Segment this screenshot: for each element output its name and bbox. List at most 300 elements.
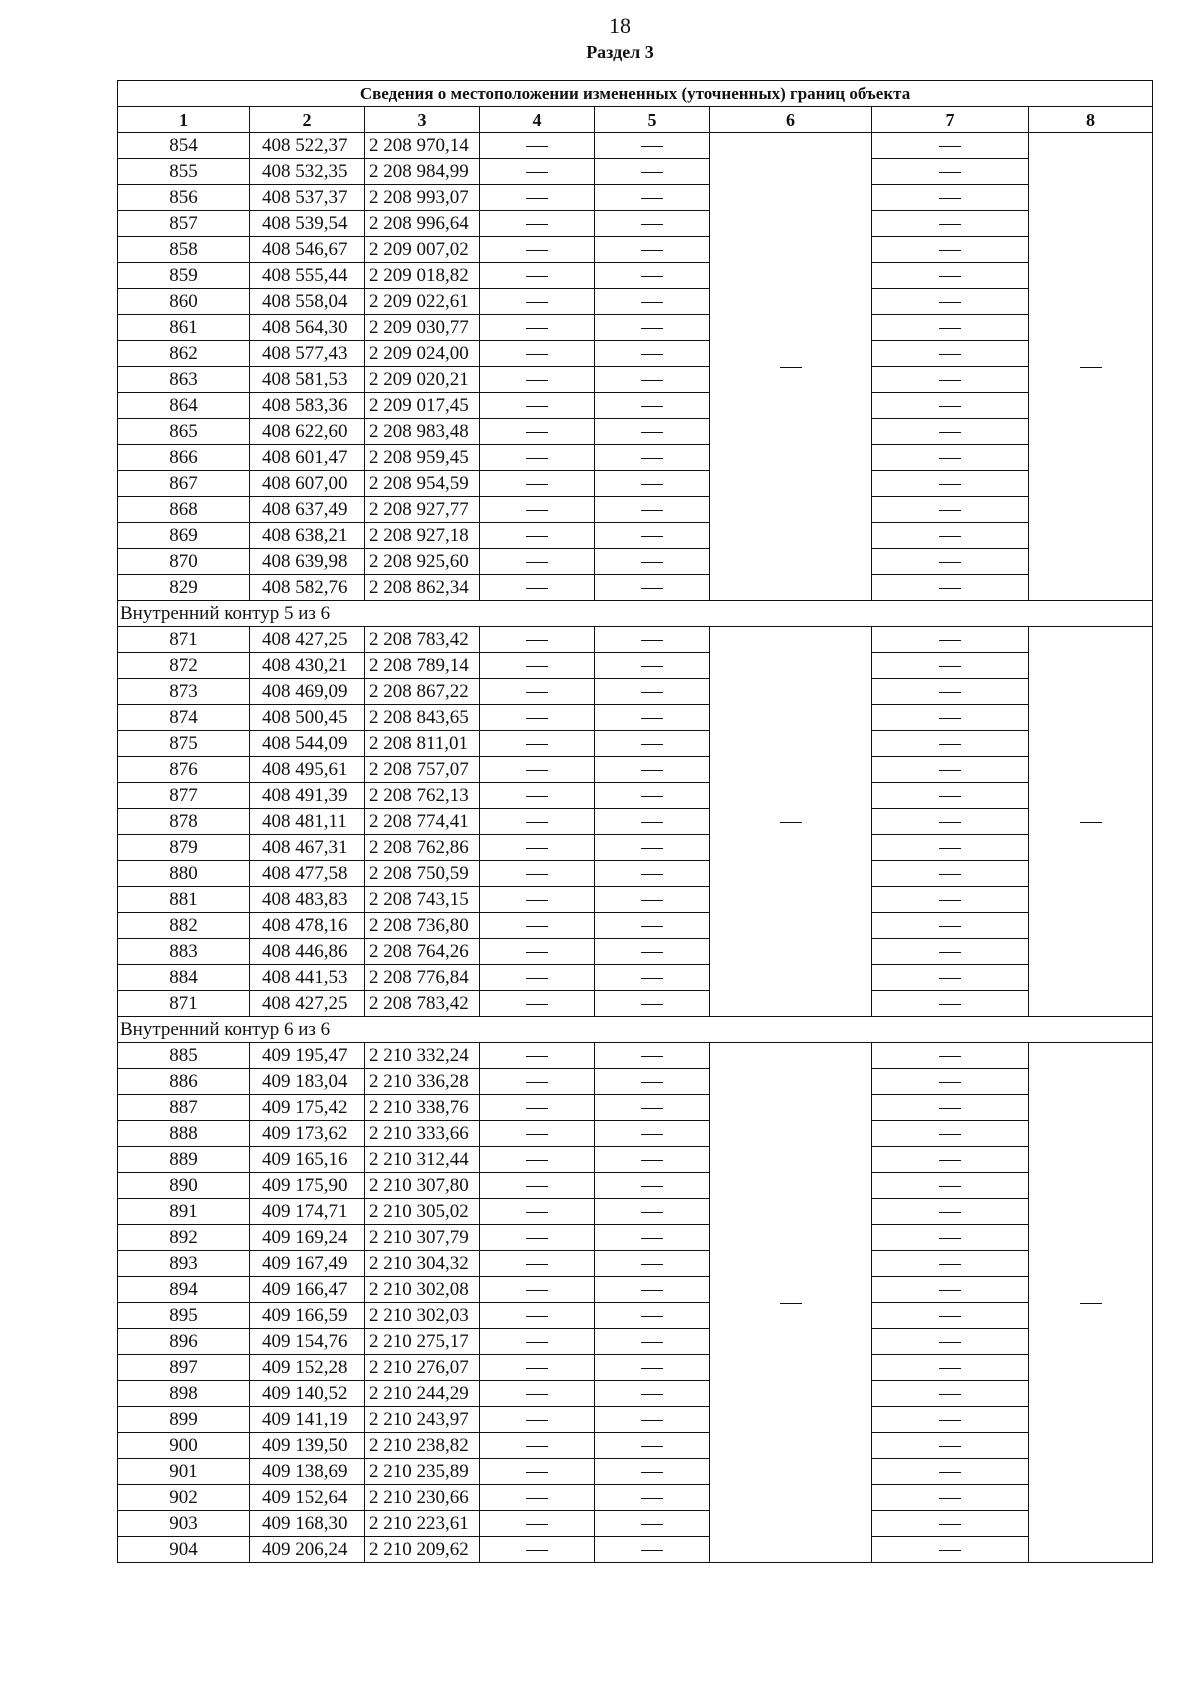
col5-dash-cell [595, 939, 710, 965]
col5-dash-cell [595, 653, 710, 679]
col4-dash-cell [480, 783, 595, 809]
dash-mark [1080, 367, 1102, 369]
point-number-cell: 868 [118, 497, 250, 523]
col5-dash-cell [595, 1251, 710, 1277]
x-coordinate-cell: 408 537,37 [250, 185, 365, 211]
point-number-cell: 903 [118, 1511, 250, 1537]
point-number-cell: 899 [118, 1407, 250, 1433]
dash-mark [939, 666, 961, 668]
dash-mark [641, 744, 663, 746]
y-coordinate-cell: 2 208 970,14 [365, 133, 480, 159]
dash-mark [939, 718, 961, 720]
point-number-cell: 880 [118, 861, 250, 887]
col4-dash-cell [480, 1277, 595, 1303]
dash-mark [641, 1082, 663, 1084]
x-coordinate-cell: 409 206,24 [250, 1537, 365, 1563]
col5-dash-cell [595, 185, 710, 211]
y-coordinate-cell: 2 208 776,84 [365, 965, 480, 991]
dash-mark [526, 1264, 548, 1266]
col4-dash-cell [480, 861, 595, 887]
x-coordinate-cell: 408 639,98 [250, 549, 365, 575]
col7-dash-cell [872, 1407, 1029, 1433]
y-coordinate-cell: 2 208 867,22 [365, 679, 480, 705]
col5-dash-cell [595, 1173, 710, 1199]
x-coordinate-cell: 408 558,04 [250, 289, 365, 315]
x-coordinate-cell: 408 430,21 [250, 653, 365, 679]
dash-mark [526, 536, 548, 538]
col5-dash-cell [595, 523, 710, 549]
dash-mark [526, 1394, 548, 1396]
x-coordinate-cell: 408 469,09 [250, 679, 365, 705]
col5-dash-cell [595, 1303, 710, 1329]
y-coordinate-cell: 2 208 993,07 [365, 185, 480, 211]
x-coordinate-cell: 408 522,37 [250, 133, 365, 159]
table-row [118, 1069, 1153, 1095]
x-coordinate-cell: 408 638,21 [250, 523, 365, 549]
dash-mark [641, 1446, 663, 1448]
col4-dash-cell [480, 679, 595, 705]
dash-mark [939, 380, 961, 382]
col5-dash-cell [595, 757, 710, 783]
dash-mark [641, 588, 663, 590]
col4-dash-cell [480, 445, 595, 471]
y-coordinate-cell: 2 208 736,80 [365, 913, 480, 939]
col7-dash-cell [872, 1303, 1029, 1329]
y-coordinate-cell: 2 210 275,17 [365, 1329, 480, 1355]
col4-dash-cell [480, 939, 595, 965]
col5-dash-cell [595, 783, 710, 809]
col5-dash-cell [595, 627, 710, 653]
x-coordinate-cell: 408 427,25 [250, 627, 365, 653]
table-row [118, 861, 1153, 887]
dash-mark [526, 276, 548, 278]
dash-mark [641, 796, 663, 798]
col7-dash-cell [872, 1069, 1029, 1095]
dash-mark [939, 510, 961, 512]
table-row [118, 367, 1153, 393]
table-row [118, 939, 1153, 965]
dash-mark [641, 354, 663, 356]
dash-mark [641, 406, 663, 408]
col7-dash-cell [872, 1329, 1029, 1355]
table-row [118, 965, 1153, 991]
col7-dash-cell [872, 159, 1029, 185]
col7-dash-cell [872, 497, 1029, 523]
point-number-cell: 884 [118, 965, 250, 991]
y-coordinate-cell: 2 209 030,77 [365, 315, 480, 341]
table-row [118, 1485, 1153, 1511]
col4-dash-cell [480, 1485, 595, 1511]
col6-merged-dash-cell [710, 133, 872, 601]
dash-mark [641, 952, 663, 954]
col4-dash-cell [480, 1355, 595, 1381]
dash-mark [526, 354, 548, 356]
y-coordinate-cell: 2 208 789,14 [365, 653, 480, 679]
col7-dash-cell [872, 393, 1029, 419]
point-number-cell: 867 [118, 471, 250, 497]
col5-dash-cell [595, 315, 710, 341]
dash-mark [526, 1108, 548, 1110]
col5-dash-cell [595, 133, 710, 159]
point-number-cell: 865 [118, 419, 250, 445]
col4-dash-cell [480, 133, 595, 159]
table-row [118, 783, 1153, 809]
col7-dash-cell [872, 367, 1029, 393]
column-number-7: 7 [872, 107, 1029, 133]
table-row [118, 705, 1153, 731]
x-coordinate-cell: 408 555,44 [250, 263, 365, 289]
y-coordinate-cell: 2 210 304,32 [365, 1251, 480, 1277]
y-coordinate-cell: 2 210 243,97 [365, 1407, 480, 1433]
col4-dash-cell [480, 575, 595, 601]
x-coordinate-cell: 409 154,76 [250, 1329, 365, 1355]
col5-dash-cell [595, 289, 710, 315]
point-number-cell: 901 [118, 1459, 250, 1485]
col4-dash-cell [480, 159, 595, 185]
col7-dash-cell [872, 133, 1029, 159]
dash-mark [641, 1108, 663, 1110]
col7-dash-cell [872, 1225, 1029, 1251]
col5-dash-cell [595, 1355, 710, 1381]
dash-mark [641, 1186, 663, 1188]
boundary-coordinates-table [117, 80, 1153, 1563]
dash-mark [526, 1368, 548, 1370]
y-coordinate-cell: 2 208 811,01 [365, 731, 480, 757]
table-row [118, 263, 1153, 289]
col7-dash-cell [872, 523, 1029, 549]
col5-dash-cell [595, 887, 710, 913]
dash-mark [939, 302, 961, 304]
y-coordinate-cell: 2 208 927,18 [365, 523, 480, 549]
x-coordinate-cell: 408 539,54 [250, 211, 365, 237]
col7-dash-cell [872, 809, 1029, 835]
dash-mark [641, 198, 663, 200]
dash-mark [526, 1342, 548, 1344]
col7-dash-cell [872, 679, 1029, 705]
x-coordinate-cell: 408 622,60 [250, 419, 365, 445]
col7-dash-cell [872, 1433, 1029, 1459]
dash-mark [641, 1290, 663, 1292]
dash-mark [526, 1524, 548, 1526]
col7-dash-cell [872, 965, 1029, 991]
dash-mark [939, 1004, 961, 1006]
dash-mark [526, 1238, 548, 1240]
col4-dash-cell [480, 523, 595, 549]
col5-dash-cell [595, 1147, 710, 1173]
dash-mark [526, 458, 548, 460]
col5-dash-cell [595, 237, 710, 263]
table-row [118, 1199, 1153, 1225]
dash-mark [641, 1264, 663, 1266]
y-coordinate-cell: 2 208 984,99 [365, 159, 480, 185]
dash-mark [939, 952, 961, 954]
point-number-cell: 857 [118, 211, 250, 237]
x-coordinate-cell: 409 167,49 [250, 1251, 365, 1277]
y-coordinate-cell: 2 208 954,59 [365, 471, 480, 497]
table-row [118, 809, 1153, 835]
x-coordinate-cell: 408 532,35 [250, 159, 365, 185]
col7-dash-cell [872, 887, 1029, 913]
table-row [118, 1407, 1153, 1433]
y-coordinate-cell: 2 209 020,21 [365, 367, 480, 393]
col6-merged-dash-cell [710, 627, 872, 1017]
point-number-cell: 859 [118, 263, 250, 289]
point-number-cell: 869 [118, 523, 250, 549]
column-number-4: 4 [480, 107, 595, 133]
dash-mark [939, 1446, 961, 1448]
dash-mark [939, 1108, 961, 1110]
column-number-8: 8 [1029, 107, 1153, 133]
col7-dash-cell [872, 549, 1029, 575]
col5-dash-cell [595, 1277, 710, 1303]
point-number-cell: 897 [118, 1355, 250, 1381]
table-row [118, 1173, 1153, 1199]
dash-mark [641, 848, 663, 850]
dash-mark [526, 640, 548, 642]
dash-mark [939, 692, 961, 694]
x-coordinate-cell: 408 481,11 [250, 809, 365, 835]
col5-dash-cell [595, 913, 710, 939]
dash-mark [939, 1498, 961, 1500]
col5-dash-cell [595, 1225, 710, 1251]
dash-mark [526, 1004, 548, 1006]
table-row [118, 1121, 1153, 1147]
col4-dash-cell [480, 471, 595, 497]
dash-mark [526, 224, 548, 226]
x-coordinate-cell: 408 446,86 [250, 939, 365, 965]
col4-dash-cell [480, 367, 595, 393]
col4-dash-cell [480, 1199, 595, 1225]
dash-mark [526, 666, 548, 668]
x-coordinate-cell: 408 483,83 [250, 887, 365, 913]
table-row [118, 887, 1153, 913]
y-coordinate-cell: 2 208 925,60 [365, 549, 480, 575]
dash-mark [526, 406, 548, 408]
col4-dash-cell [480, 991, 595, 1017]
col7-dash-cell [872, 289, 1029, 315]
y-coordinate-cell: 2 208 762,86 [365, 835, 480, 861]
col7-dash-cell [872, 1459, 1029, 1485]
col7-dash-cell [872, 1095, 1029, 1121]
y-coordinate-cell: 2 210 302,03 [365, 1303, 480, 1329]
table-row [118, 1225, 1153, 1251]
col4-dash-cell [480, 289, 595, 315]
col5-dash-cell [595, 341, 710, 367]
y-coordinate-cell: 2 208 757,07 [365, 757, 480, 783]
y-coordinate-cell: 2 210 307,79 [365, 1225, 480, 1251]
point-number-cell: 874 [118, 705, 250, 731]
point-number-cell: 896 [118, 1329, 250, 1355]
dash-mark [526, 952, 548, 954]
dash-mark [939, 1550, 961, 1552]
y-coordinate-cell: 2 210 235,89 [365, 1459, 480, 1485]
col4-dash-cell [480, 627, 595, 653]
contour-heading-row [118, 1017, 1153, 1043]
col4-dash-cell [480, 757, 595, 783]
x-coordinate-cell: 409 165,16 [250, 1147, 365, 1173]
col5-dash-cell [595, 1381, 710, 1407]
dash-mark [526, 1420, 548, 1422]
col7-dash-cell [872, 653, 1029, 679]
dash-mark [641, 1056, 663, 1058]
dash-mark [526, 900, 548, 902]
point-number-cell: 871 [118, 991, 250, 1017]
x-coordinate-cell: 409 141,19 [250, 1407, 365, 1433]
y-coordinate-cell: 2 208 762,13 [365, 783, 480, 809]
y-coordinate-cell: 2 208 996,64 [365, 211, 480, 237]
y-coordinate-cell: 2 210 312,44 [365, 1147, 480, 1173]
dash-mark [641, 1524, 663, 1526]
dash-mark [526, 1134, 548, 1136]
column-number-3: 3 [365, 107, 480, 133]
dash-mark [939, 978, 961, 980]
x-coordinate-cell: 408 467,31 [250, 835, 365, 861]
contour-heading-row [118, 601, 1153, 627]
table-row [118, 1147, 1153, 1173]
table-row [118, 393, 1153, 419]
dash-mark [641, 1394, 663, 1396]
dash-mark [939, 744, 961, 746]
dash-mark [939, 1524, 961, 1526]
col5-dash-cell [595, 211, 710, 237]
point-number-cell: 900 [118, 1433, 250, 1459]
col5-dash-cell [595, 1433, 710, 1459]
point-number-cell: 887 [118, 1095, 250, 1121]
col5-dash-cell [595, 159, 710, 185]
dash-mark [526, 978, 548, 980]
dash-mark [641, 1212, 663, 1214]
column-number-6: 6 [710, 107, 872, 133]
table-row [118, 679, 1153, 705]
table-row [118, 289, 1153, 315]
col5-dash-cell [595, 705, 710, 731]
col5-dash-cell [595, 809, 710, 835]
col4-dash-cell [480, 1251, 595, 1277]
dash-mark [939, 1316, 961, 1318]
x-coordinate-cell: 408 577,43 [250, 341, 365, 367]
col7-dash-cell [872, 835, 1029, 861]
point-number-cell: 862 [118, 341, 250, 367]
col4-dash-cell [480, 887, 595, 913]
x-coordinate-cell: 409 166,47 [250, 1277, 365, 1303]
col5-dash-cell [595, 1095, 710, 1121]
col4-dash-cell [480, 1147, 595, 1173]
table-row [118, 575, 1153, 601]
dash-mark [526, 1212, 548, 1214]
table-row [118, 653, 1153, 679]
dash-mark [641, 458, 663, 460]
y-coordinate-cell: 2 210 223,61 [365, 1511, 480, 1537]
col4-dash-cell [480, 1173, 595, 1199]
dash-mark [939, 224, 961, 226]
y-coordinate-cell: 2 210 244,29 [365, 1381, 480, 1407]
col4-dash-cell [480, 965, 595, 991]
col7-dash-cell [872, 757, 1029, 783]
col7-dash-cell [872, 939, 1029, 965]
col5-dash-cell [595, 1329, 710, 1355]
table-row [118, 1043, 1153, 1069]
col7-dash-cell [872, 913, 1029, 939]
dash-mark [939, 276, 961, 278]
col5-dash-cell [595, 497, 710, 523]
dash-mark [641, 1238, 663, 1240]
dash-mark [526, 146, 548, 148]
x-coordinate-cell: 409 152,64 [250, 1485, 365, 1511]
point-number-cell: 863 [118, 367, 250, 393]
x-coordinate-cell: 409 195,47 [250, 1043, 365, 1069]
table-row [118, 237, 1153, 263]
dash-mark [526, 250, 548, 252]
dash-mark [939, 1264, 961, 1266]
table-row [118, 419, 1153, 445]
col4-dash-cell [480, 211, 595, 237]
col4-dash-cell [480, 263, 595, 289]
table-row [118, 211, 1153, 237]
point-number-cell: 883 [118, 939, 250, 965]
x-coordinate-cell: 408 478,16 [250, 913, 365, 939]
col7-dash-cell [872, 861, 1029, 887]
col5-dash-cell [595, 835, 710, 861]
dash-mark [526, 1316, 548, 1318]
dash-mark [780, 367, 802, 369]
dash-mark [641, 900, 663, 902]
col7-dash-cell [872, 1381, 1029, 1407]
dash-mark [641, 510, 663, 512]
dash-mark [939, 536, 961, 538]
x-coordinate-cell: 408 544,09 [250, 731, 365, 757]
x-coordinate-cell: 408 601,47 [250, 445, 365, 471]
point-number-cell: 876 [118, 757, 250, 783]
table-row [118, 913, 1153, 939]
col7-dash-cell [872, 471, 1029, 497]
x-coordinate-cell: 409 168,30 [250, 1511, 365, 1537]
dash-mark [939, 354, 961, 356]
y-coordinate-cell: 2 208 764,26 [365, 939, 480, 965]
dash-mark [939, 146, 961, 148]
table-row [118, 185, 1153, 211]
dash-mark [939, 484, 961, 486]
table-row [118, 1355, 1153, 1381]
x-coordinate-cell: 409 173,62 [250, 1121, 365, 1147]
col5-dash-cell [595, 549, 710, 575]
table-row [118, 315, 1153, 341]
col7-dash-cell [872, 783, 1029, 809]
col4-dash-cell [480, 705, 595, 731]
point-number-cell: 866 [118, 445, 250, 471]
col4-dash-cell [480, 185, 595, 211]
dash-mark [526, 510, 548, 512]
col7-dash-cell [872, 1277, 1029, 1303]
col6-merged-dash-cell [710, 1043, 872, 1563]
dash-mark [526, 874, 548, 876]
dash-mark [641, 926, 663, 928]
table-row [118, 445, 1153, 471]
col7-dash-cell [872, 341, 1029, 367]
y-coordinate-cell: 2 209 017,45 [365, 393, 480, 419]
col5-dash-cell [595, 367, 710, 393]
x-coordinate-cell: 408 581,53 [250, 367, 365, 393]
y-coordinate-cell: 2 210 307,80 [365, 1173, 480, 1199]
dash-mark [939, 198, 961, 200]
x-coordinate-cell: 408 500,45 [250, 705, 365, 731]
col4-dash-cell [480, 1381, 595, 1407]
col4-dash-cell [480, 653, 595, 679]
dash-mark [526, 770, 548, 772]
col5-dash-cell [595, 445, 710, 471]
dash-mark [641, 822, 663, 824]
dash-mark [939, 1472, 961, 1474]
col7-dash-cell [872, 731, 1029, 757]
